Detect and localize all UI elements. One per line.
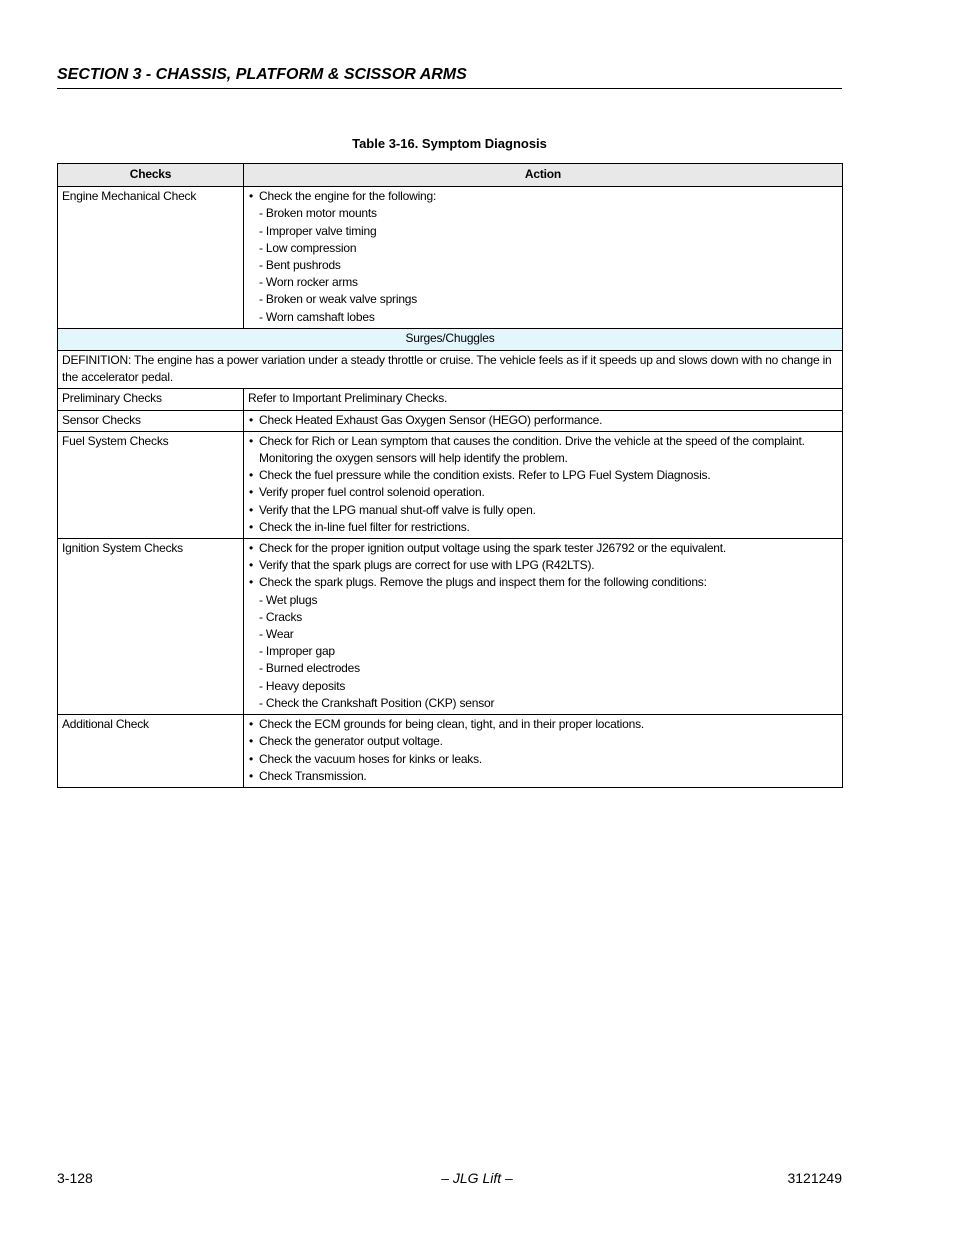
symptom-diagnosis-table: [57, 163, 843, 788]
sub-item: - Burned electrodes: [259, 661, 360, 676]
sub-item: - Improper valve timing: [259, 223, 377, 238]
sub-item: - Check the Crankshaft Position (CKP) sensor: [259, 695, 495, 710]
page-number: 3-128: [57, 1170, 93, 1186]
section-header: SECTION 3 - CHASSIS, PLATFORM & SCISSOR ARMS: [57, 63, 842, 89]
section-title-surges: Surges/Chuggles: [58, 328, 843, 350]
table-row: [58, 187, 843, 329]
table-row: [58, 431, 843, 538]
action-cell: [244, 715, 843, 788]
sub-item: - Worn camshaft lobes: [259, 309, 375, 324]
action-list: [248, 540, 839, 712]
table-header-row: [58, 164, 843, 187]
bullet-item: • Check for Rich or Lean symptom that causes the condition. Drive the vehicle at the speed of the complaint. Monitoring the oxygen sensors will help identify the problem.: [248, 433, 839, 467]
bullet-item: • Check the vacuum hoses for kinks or leaks.: [248, 751, 839, 768]
table-row: [58, 410, 843, 431]
check-label: Sensor Checks: [58, 410, 244, 431]
bullet-item: • Check the ECM grounds for being clean, tight, and in their proper locations.: [248, 716, 839, 733]
section-row: [58, 328, 843, 350]
check-label: Engine Mechanical Check: [58, 187, 244, 329]
action-cell: [244, 431, 843, 538]
sub-item: - Broken motor mounts: [259, 206, 377, 221]
bullet-item: • Check the engine for the following:: [248, 188, 839, 205]
table-row: [58, 715, 843, 788]
sub-item: - Worn rocker arms: [259, 275, 358, 290]
action-cell: Refer to Important Preliminary Checks.: [244, 389, 843, 410]
bullet-item: • Check the in-line fuel filter for restrictions.: [248, 519, 839, 536]
sub-item: - Wear: [259, 627, 294, 642]
definition-text: DEFINITION: The engine has a power variation under a steady throttle or cruise. The vehicle feels as if it speeds up and slows down with no change in the accelerator pedal.: [58, 351, 843, 389]
check-label: Ignition System Checks: [58, 539, 244, 715]
bullet-item: • Verify that the spark plugs are correct for use with LPG (R42LTS).: [248, 557, 839, 574]
bullet-item: • Check the generator output voltage.: [248, 733, 839, 750]
action-list: [248, 412, 839, 429]
action-cell: [244, 539, 843, 715]
action-cell: [244, 187, 843, 329]
bullet-item: • Check the fuel pressure while the condition exists. Refer to LPG Fuel System Diagnosis.: [248, 467, 839, 484]
document-number: 3121249: [787, 1170, 842, 1186]
check-label: Fuel System Checks: [58, 431, 244, 538]
sub-item: - Cracks: [259, 609, 303, 624]
sub-item: - Heavy deposits: [259, 678, 346, 693]
footer-brand: – JLG Lift –: [441, 1170, 513, 1186]
bullet-item: • Verify that the LPG manual shut-off valve is fully open.: [248, 502, 839, 519]
check-label: Additional Check: [58, 715, 244, 788]
check-label: Preliminary Checks: [58, 389, 244, 410]
bullet-item: • Verify proper fuel control solenoid operation.: [248, 484, 839, 501]
column-header-checks: Checks: [58, 164, 244, 187]
table-row: [58, 539, 843, 715]
sub-item: - Broken or weak valve springs: [259, 292, 418, 307]
action-list: [248, 188, 839, 326]
table-row: [58, 389, 843, 410]
sub-item: - Bent pushrods: [259, 258, 341, 273]
sub-item: - Improper gap: [259, 644, 335, 659]
bullet-item: • Check the spark plugs. Remove the plugs and inspect them for the following conditions:: [248, 574, 839, 591]
bullet-item: • Check for the proper ignition output voltage using the spark tester J26792 or the equivalent.: [248, 540, 839, 557]
bullet-item: • Check Heated Exhaust Gas Oxygen Sensor (HEGO) performance.: [248, 412, 839, 429]
bullet-item: • Check Transmission.: [248, 768, 839, 785]
table-title: Table 3-16. Symptom Diagnosis: [352, 136, 547, 151]
sub-item: - Low compression: [259, 240, 357, 255]
column-header-action: Action: [244, 164, 843, 187]
action-list: [248, 433, 839, 536]
definition-row: [58, 351, 843, 389]
sub-item: - Wet plugs: [259, 592, 318, 607]
action-list: [248, 716, 839, 785]
action-cell: [244, 410, 843, 431]
